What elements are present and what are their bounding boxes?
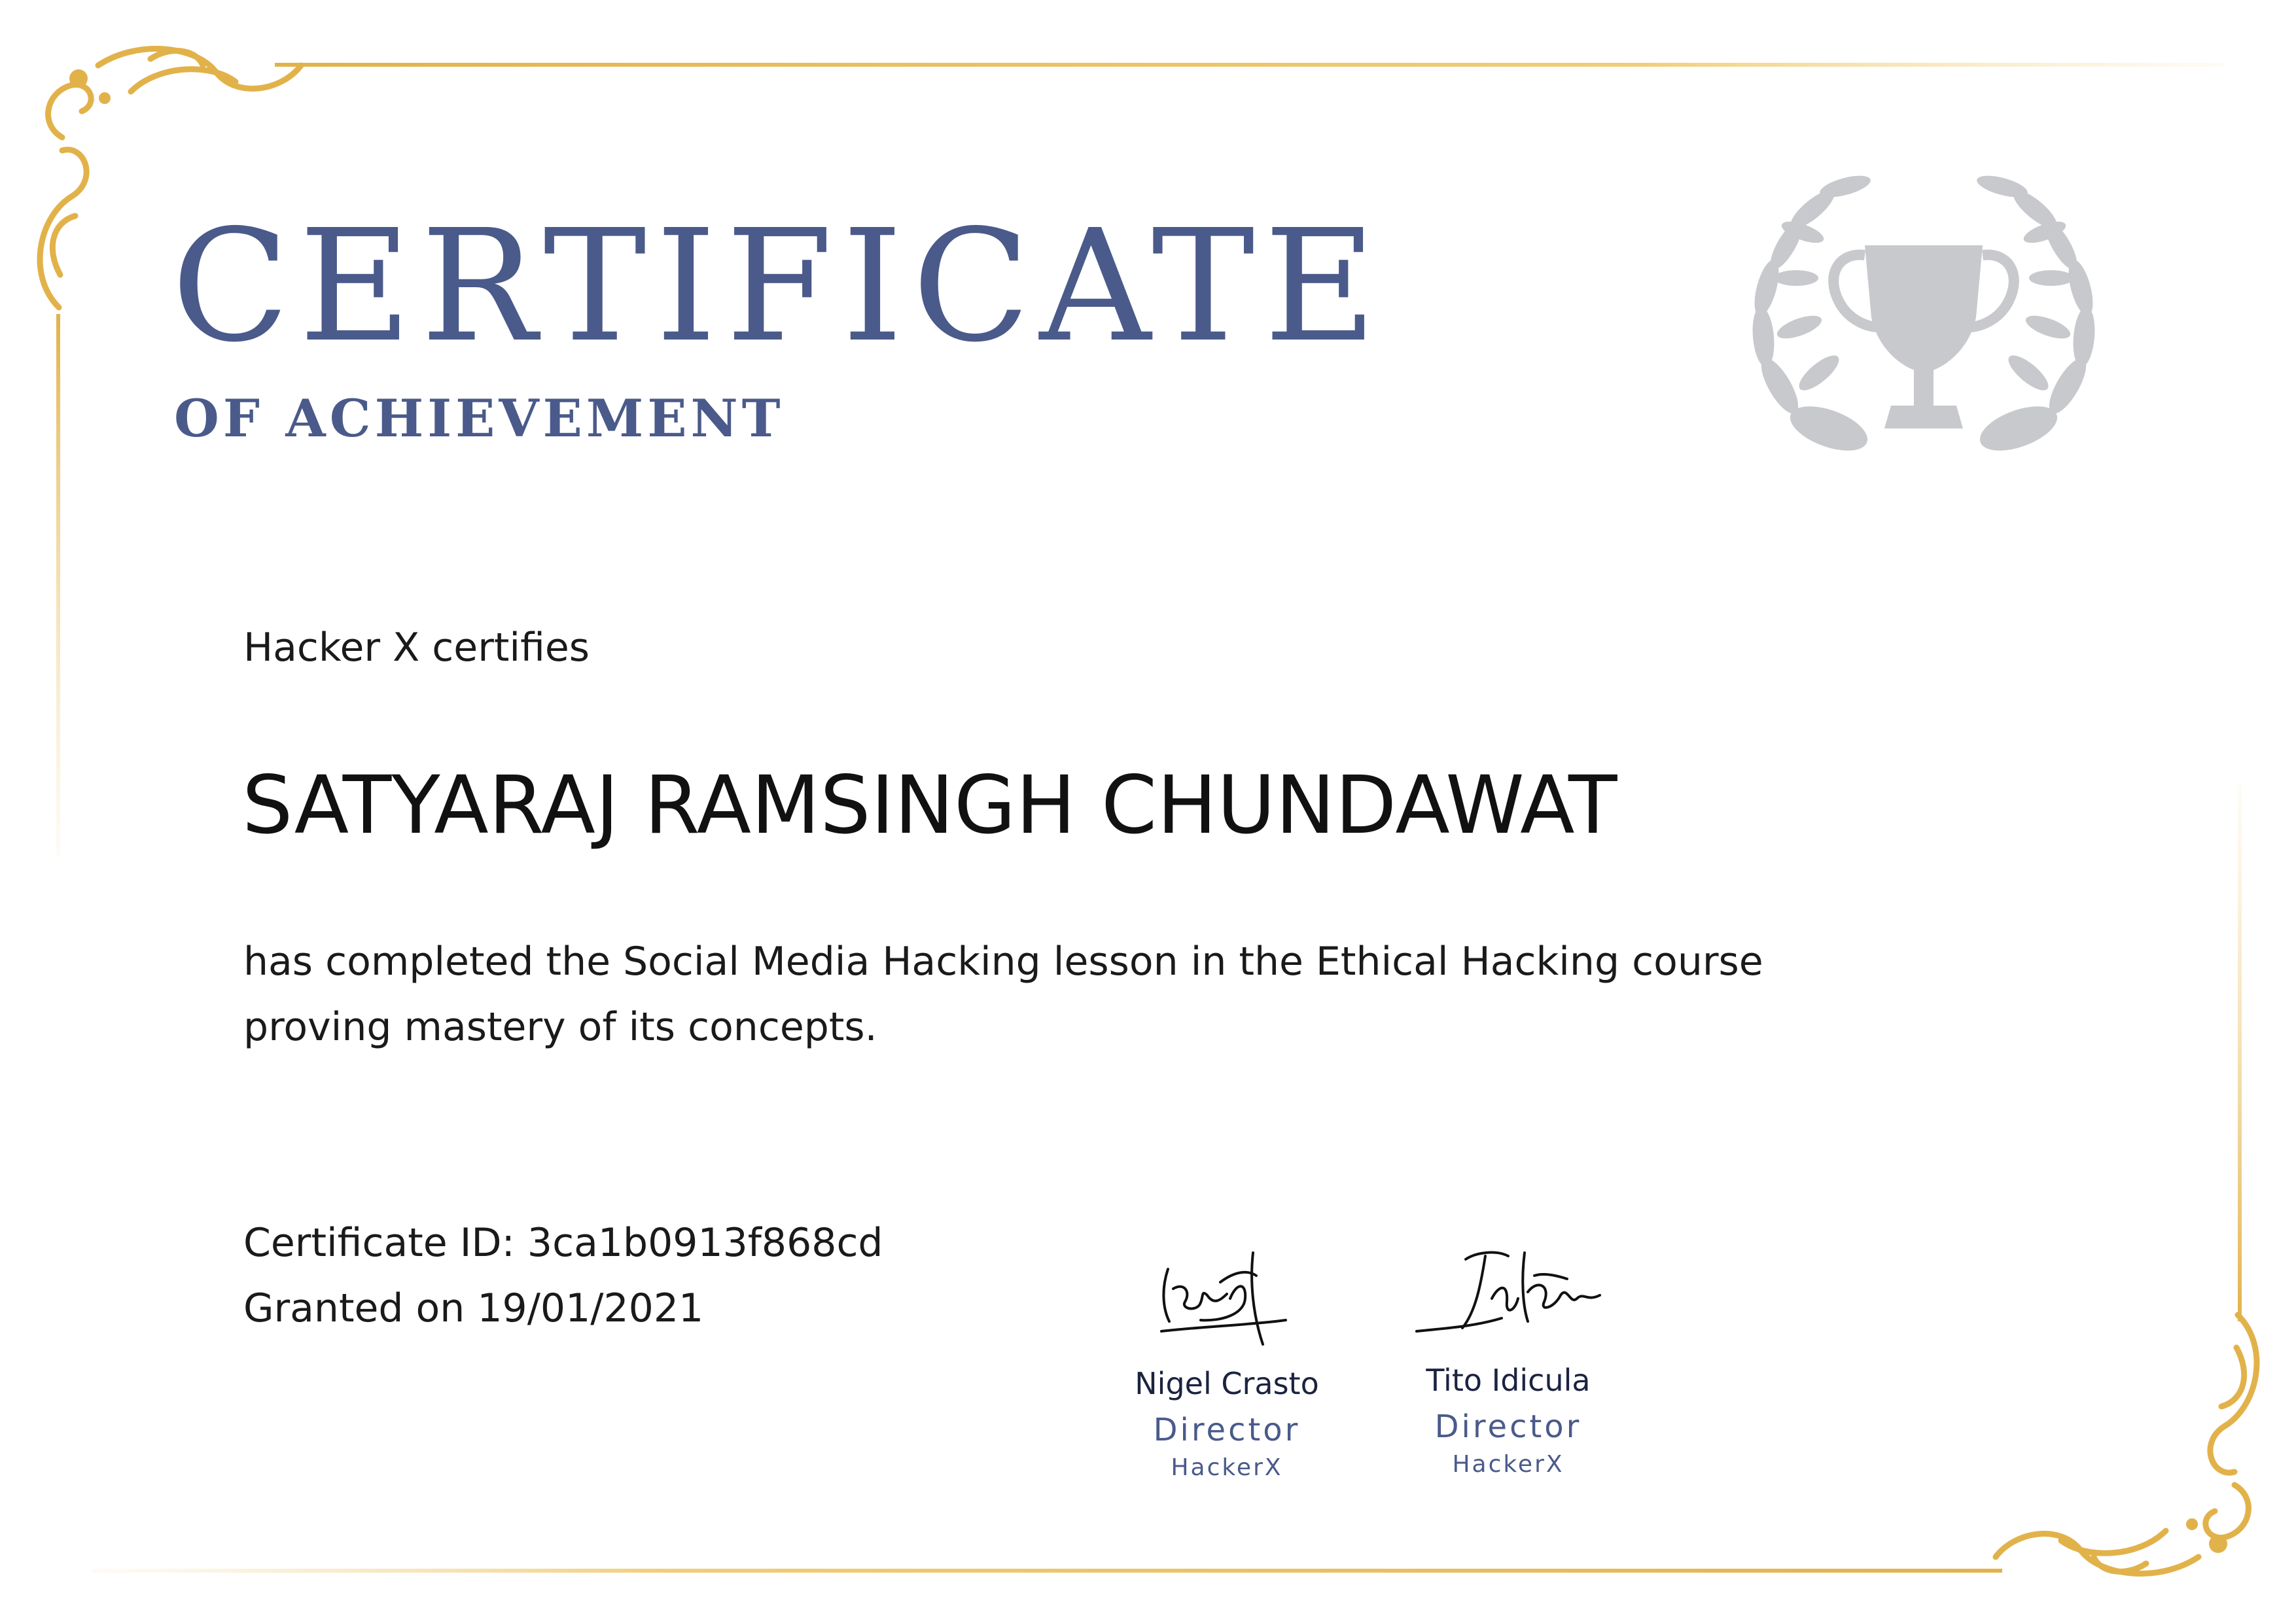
trophy-laurel-icon [1714,154,2133,494]
issuer-line: Hacker X certifies [243,625,590,671]
signatory-role-2: Director [1434,1408,1582,1445]
border-right-line [2238,785,2242,1321]
border-bottom-line [92,1569,2002,1573]
signature-image-1 [1122,1243,1332,1354]
certificate-title: CERTIFICATE [171,196,1386,376]
signatory-name-1: Nigel Crasto [1135,1366,1319,1401]
completion-statement [243,929,1814,1060]
signature-image-2 [1404,1240,1613,1351]
border-top-line [275,63,2225,67]
signatory-name-2: Tito Idicula [1426,1363,1591,1398]
certificate-meta [243,1210,883,1341]
signatory-org-1: HackerX [1171,1454,1283,1481]
bottom-right-flourish [1996,1315,2257,1573]
certificate-id: Certificate ID: 3ca1b0913f868cd [243,1220,883,1266]
signatory-role-1: Director [1153,1412,1301,1448]
completion-line-2: proving mastery of its concepts. [243,1004,877,1050]
completion-line-1: has completed the Social Media Hacking lesson in the Ethical Hacking course [243,939,1763,985]
recipient-name: SATYARAJ RAMSINGH CHUNDAWAT [242,759,1617,852]
signatory-block-2 [1338,1240,1678,1476]
border-left-line [56,314,60,857]
granted-date: Granted on 19/01/2021 [243,1285,704,1331]
signatory-org-2: HackerX [1452,1451,1564,1478]
certificate-subtitle: OF ACHIEVEMENT [174,388,785,449]
